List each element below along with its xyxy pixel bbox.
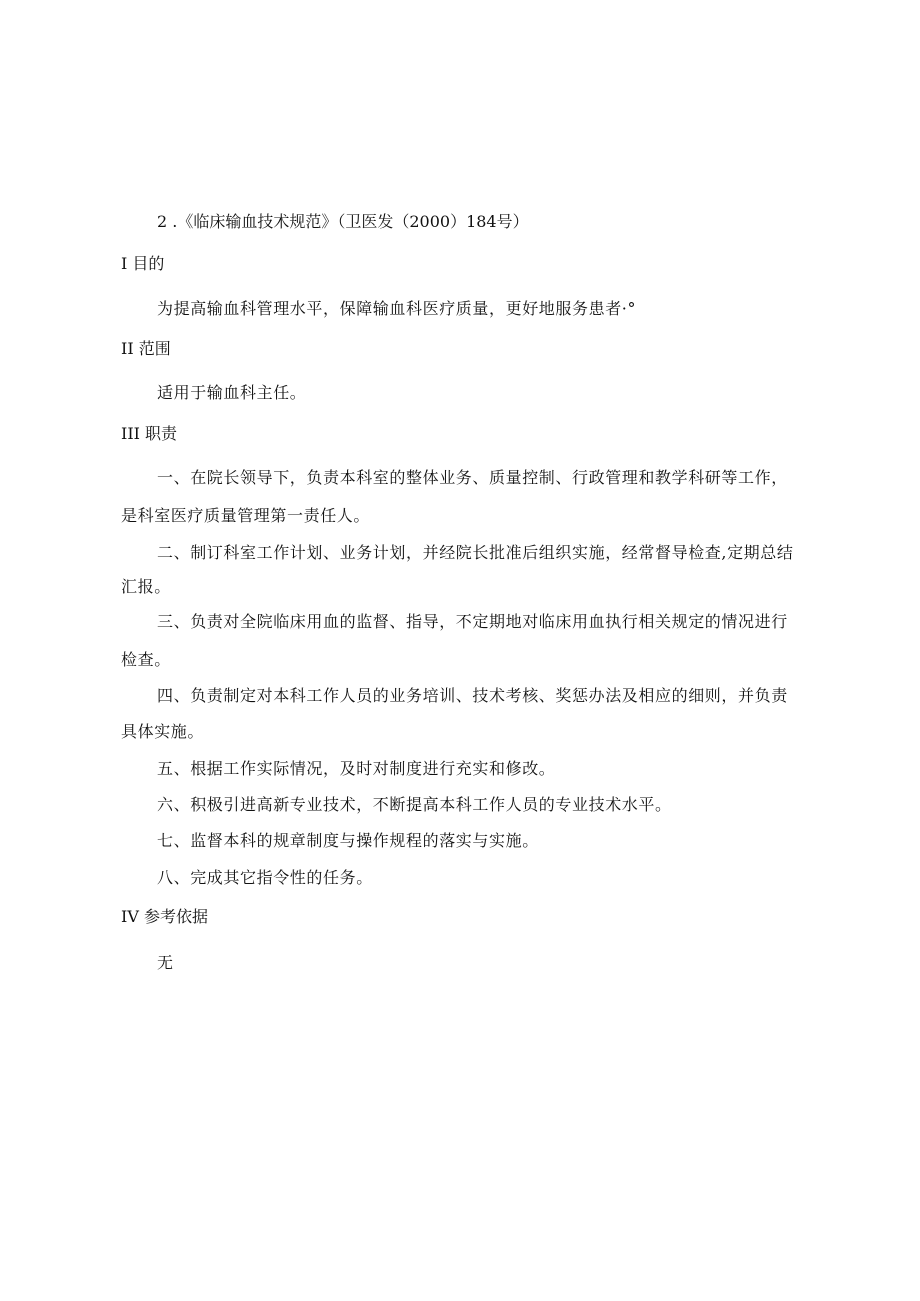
duty-2-line-1: 二、制订科室工作计划、业务计划，并经院长批准后组织实施，经常督导检查,定期总结	[157, 543, 794, 562]
duty-7: 七、监督本科的规章制度与操作规程的落实与实施。	[157, 831, 539, 850]
reference-line: 2 .《临床输血技术规范》（卫医发（2000）184号）	[157, 212, 529, 231]
duty-5: 五、根据工作实际情况，及时对制度进行充实和修改。	[157, 759, 556, 778]
duty-3-line-2: 检查。	[121, 650, 171, 669]
references-paragraph: 无	[157, 953, 174, 972]
duty-2-line-2: 汇报。	[121, 577, 171, 596]
duty-4-line-2: 具体实施。	[121, 722, 205, 741]
purpose-paragraph: 为提高输血科管理水平，保障输血科医疗质量，更好地服务患者·°	[157, 299, 637, 318]
duty-8: 八、完成其它指令性的任务。	[157, 868, 373, 887]
duty-6: 六、积极引进高新专业技术，不断提高本科工作人员的专业技术水平。	[157, 795, 672, 814]
section-heading-purpose: I 目的	[121, 254, 165, 273]
duty-1-line-1: 一、在院长领导下，负责本科室的整体业务、质量控制、行政管理和教学科研等工作，	[157, 468, 788, 487]
scope-paragraph: 适用于输血科主任。	[157, 383, 307, 402]
section-heading-scope: II 范围	[121, 339, 171, 358]
section-heading-duties: III 职责	[121, 424, 178, 443]
duty-3-line-1: 三、负责对全院临床用血的监督、指导，不定期地对临床用血执行相关规定的情况进行	[157, 612, 788, 631]
section-heading-references: IV 参考依据	[121, 907, 208, 926]
duty-1-line-2: 是科室医疗质量管理第一责任人。	[121, 506, 371, 525]
duty-4-line-1: 四、负责制定对本科工作人员的业务培训、技术考核、奖惩办法及相应的细则，并负责	[157, 686, 788, 705]
